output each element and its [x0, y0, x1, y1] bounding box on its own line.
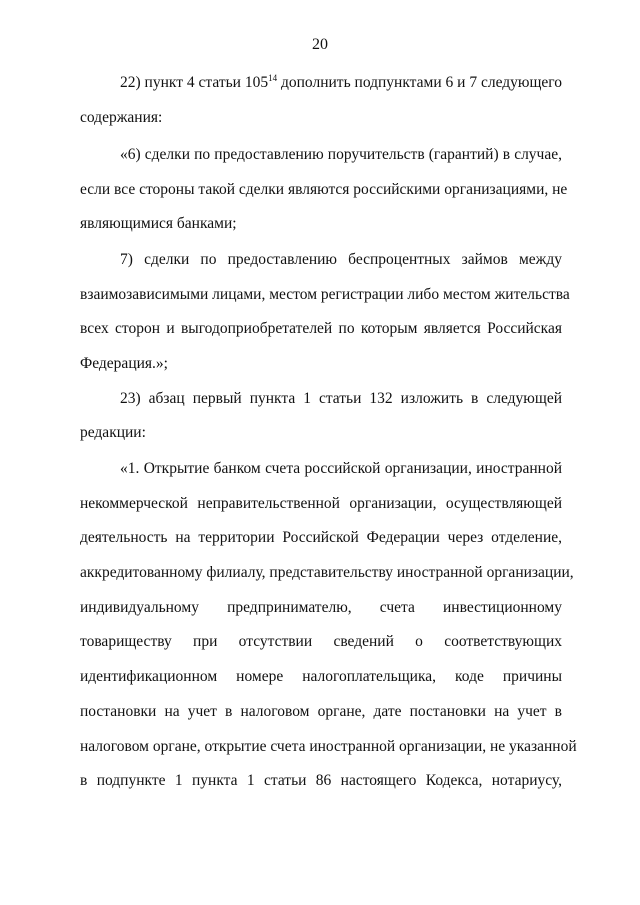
text-line: деятельность на территории Российской Федерации через отделение, [80, 529, 562, 546]
superscript: 14 [268, 72, 278, 83]
text-line: являющимися банками; [80, 215, 237, 232]
text-line: постановки на учет в налоговом органе, дате постановки на учет в [80, 703, 562, 720]
text-line: взаимозависимыми лицами, местом регистрации либо местом жительства [80, 286, 570, 303]
text-line: всех сторон и выгодоприобретателей по которым является Российская [80, 320, 562, 337]
text-line: налоговом органе, открытие счета иностранной организации, не указанной [80, 738, 577, 755]
text-line: 23) абзац первый пункта 1 статьи 132 изложить в следующей [120, 390, 562, 407]
text-line: в подпункте 1 пункта 1 статьи 86 настоящего Кодекса, нотариусу, [80, 772, 562, 789]
page-number: 20 [312, 36, 328, 53]
text-line: Федерация.»; [80, 355, 168, 372]
text-line: товариществу при отсутствии сведений о соответствующих [80, 633, 562, 650]
text-line: содержания: [80, 109, 163, 126]
text-line: идентификационном номере налогоплательщика, коде причины [80, 668, 562, 685]
text-line: если все стороны такой сделки являются российскими организациями, не [80, 181, 568, 198]
text-line: «6) сделки по предоставлению поручительств (гарантий) в случае, [120, 146, 562, 163]
text-line: индивидуальному предпринимателю, счета инвестиционному [80, 599, 562, 616]
text-line: некоммерческой неправительственной организации, осуществляющей [80, 495, 562, 512]
text-line: «1. Открытие банком счета российской организации, иностранной [120, 460, 562, 477]
text-line: аккредитованному филиалу, представительству иностранной организации, [80, 564, 574, 581]
text-line: редакции: [80, 424, 146, 441]
text-line: 22) пункт 4 статьи $105^{14}$ дополнить подпунктами 6 и 7 следующего [120, 72, 563, 91]
text-line: 7) сделки по предоставлению беспроцентных займов между [120, 251, 562, 268]
